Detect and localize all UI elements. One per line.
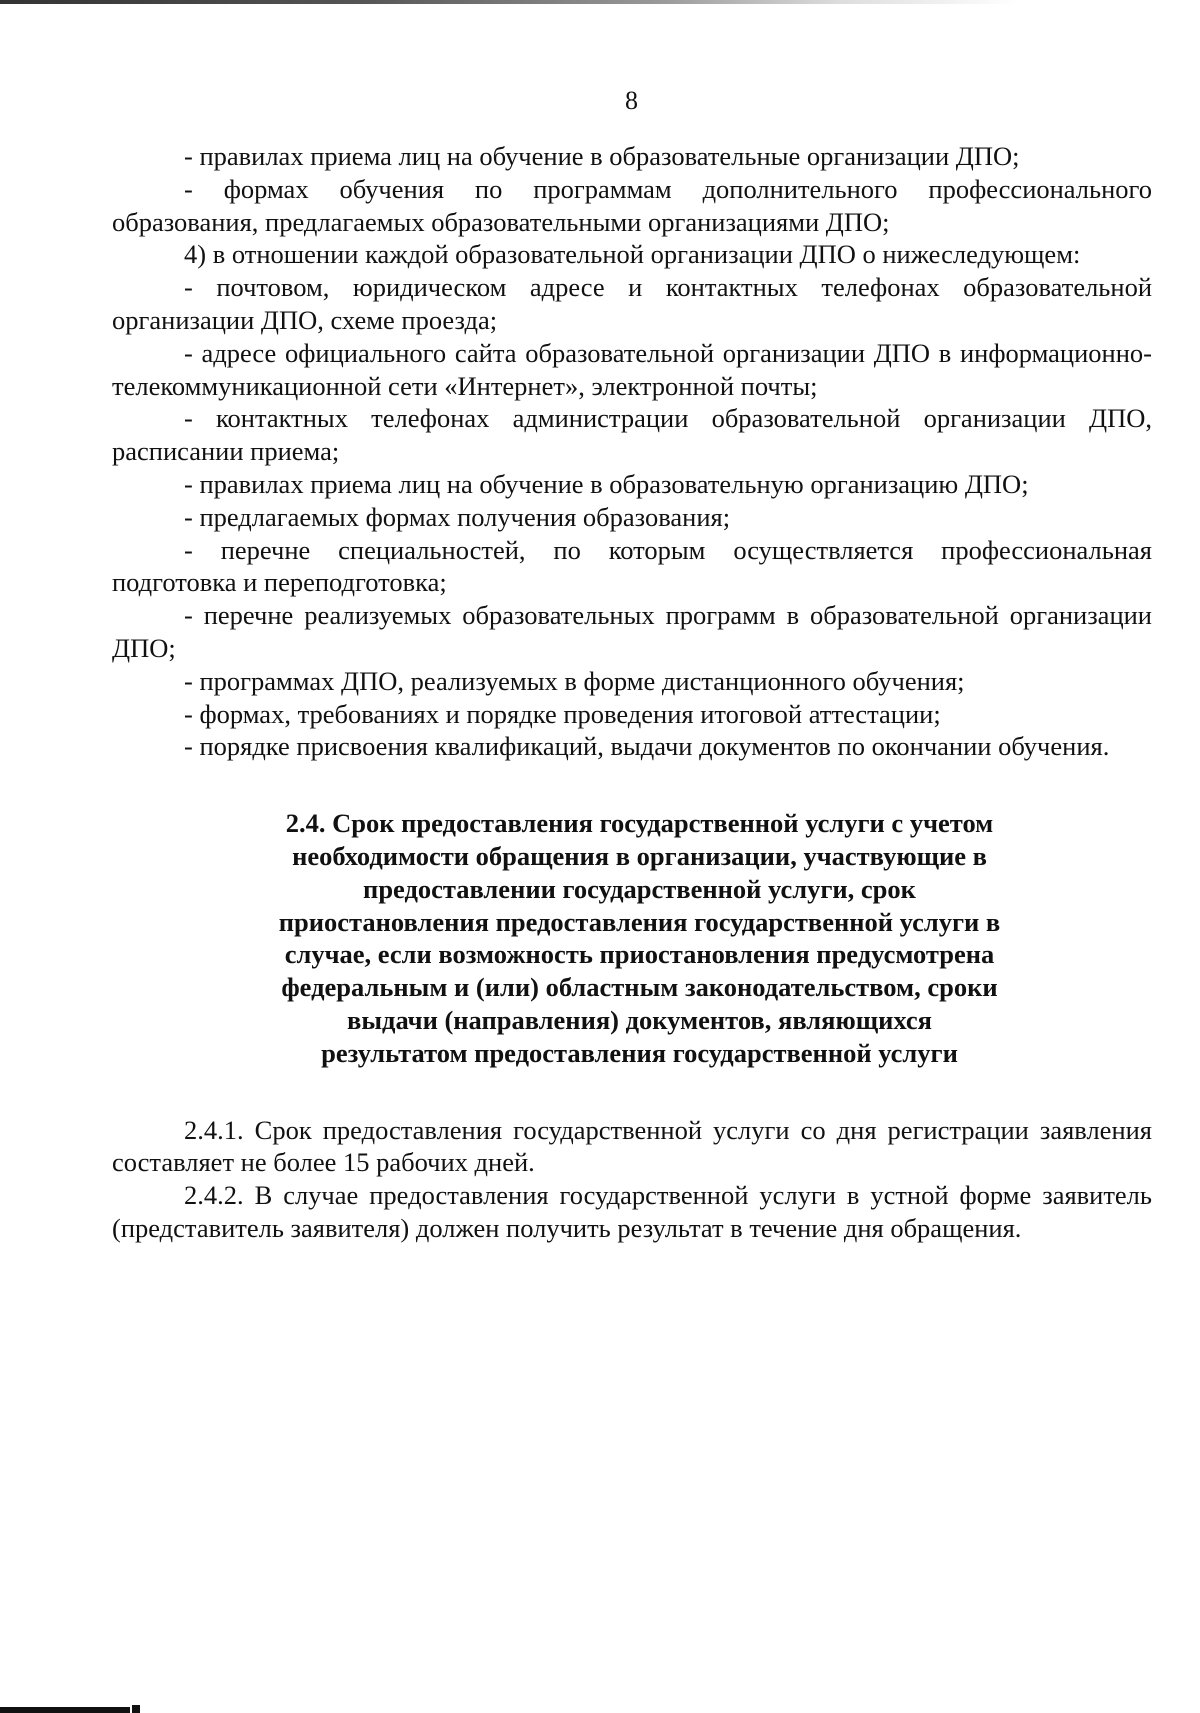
paragraph: - порядке присвоения квалификаций, выдачи документов по окончании обучения. <box>184 731 1110 762</box>
scan-top-edge <box>0 0 1200 4</box>
paragraph: 2.4.1. Срок предоставления государственной услуги со дня регистрации заявления составляет не более 15 рабочих дней. <box>112 1114 1152 1178</box>
scan-bottom-edge <box>0 1707 130 1713</box>
paragraph: - формах обучения по программам дополнительного профессионального образования, предлагаемых образовательными организациями ДПО; <box>112 173 1152 237</box>
paragraph: 4) в отношении каждой образовательной организации ДПО о нижеследующем: <box>184 239 1081 270</box>
paragraph: - правилах приема лиц на обучение в образовательную организацию ДПО; <box>184 468 1029 499</box>
paragraph: - адресе официального сайта образовательной организации ДПО в информационно-телекоммуникационной сети «Интернет», электронной почты; <box>112 337 1152 401</box>
paragraph: - контактных телефонах администрации образовательной организации ДПО, расписании приема; <box>112 403 1152 467</box>
paragraph: - перечне реализуемых образовательных программ в образовательной организации ДПО; <box>112 600 1152 663</box>
paragraph: - программах ДПО, реализуемых в форме дистанционного обучения; <box>184 665 965 696</box>
paragraph: - формах, требованиях и порядке проведения итоговой аттестации; <box>184 698 941 729</box>
paragraph: - перечне специальностей, по которым осуществляется профессиональная подготовка и переподготовка; <box>112 534 1152 598</box>
paragraph: - почтовом, юридическом адресе и контактных телефонах образовательной организации ДПО, схеме проезда; <box>112 272 1152 335</box>
spacer <box>112 1070 1152 1114</box>
section-heading: 2.4. Срок предоставления государственной услуги с учетом необходимости обращения в организации, участвующие в предоставлении государственной услуги, срок приостановления предоставления государственной услуги в случае, если возможность приостановления предусмотрена федеральным и (или) областным законодательством, сроки выдачи (направления) документов, являющихся результатом предоставления государственной услуги <box>278 808 1001 1068</box>
paragraph: 2.4.2. В случае предоставления государственной услуги в устной форме заявитель (представитель заявителя) должен получить результат в течение дня обращения. <box>112 1180 1152 1243</box>
paragraph: - правилах приема лиц на обучение в образовательные организации ДПО; <box>184 141 1020 171</box>
document-body <box>112 140 1152 1245</box>
page-number: 8 <box>625 86 638 115</box>
paragraph: - предлагаемых формах получения образования; <box>184 501 731 532</box>
